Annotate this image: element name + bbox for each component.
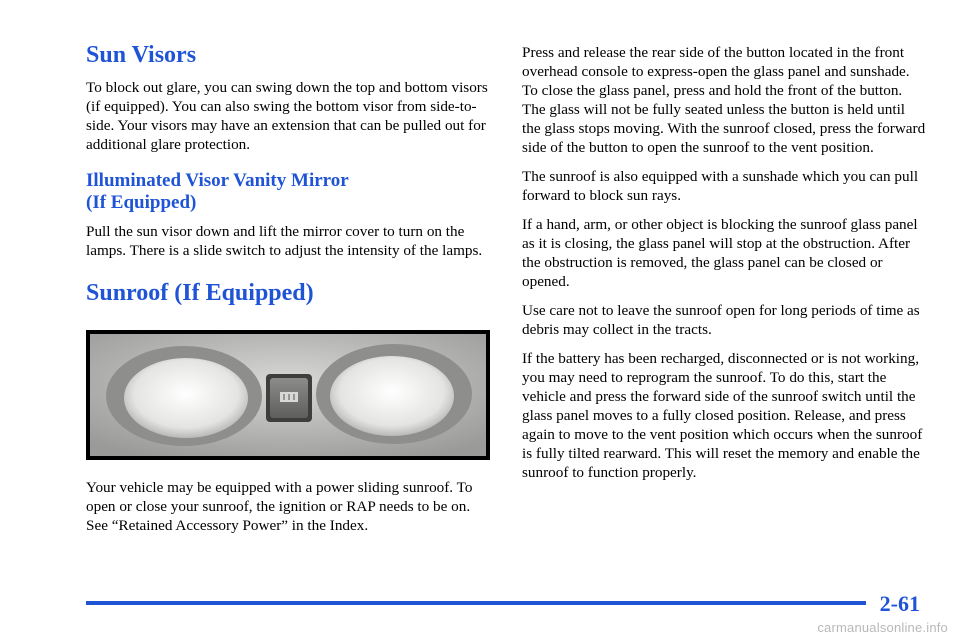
paragraph-obstruction: If a hand, arm, or other object is blocking the sunroof glass panel as it is closing, the glass panel will stop at the obstruction. After the obstruction is removed, the glass panel can be closed or opened. [522,216,918,290]
paragraph-sunroof-intro: Your vehicle may be equipped with a power sliding sunroof. To open or close your sunroof, the ignition or RAP needs to be on. See “Retained Accessory Power” in the Index. [86,479,473,534]
paragraph-sunshade: The sunroof is also equipped with a sunshade which you can pull forward to block sun rays. [522,168,919,204]
left-lamp-lens [124,358,248,438]
heading-sunroof: Sunroof (If Equipped) [86,280,314,306]
page-number: 2-61 [879,591,920,616]
paragraph-sunroof-operation: Press and release the rear side of the button located in the front overhead console to express-open the glass panel and sunshade. To close the glass panel, press and hold the front of the button. The glass will not be fully seated unless the button is held until the glass stops moving. With the sunroof closed, press the forward side of the button to open the sunroof to the vent position. [522,44,926,156]
overhead-console-illustration [86,330,490,460]
paragraph-reprogram: If the battery has been recharged, disconnected or is not working, you may need to reprogram the sunroof. To do this, start the vehicle and press the forward side of the sunroof switch until the glass panel moves to a fully closed position. Release, and press again to move to the vent position which occurs when the sunroof is fully tilted rearward. This will reset the memory and enable the sunroof to function properly. [522,350,923,481]
right-column [522,43,926,492]
heading-vanity-mirror-line1: Illuminated Visor Vanity Mirror [86,170,349,191]
overhead-console-photo [86,330,490,460]
paragraph-debris-caution: Use care not to leave the sunroof open for long periods of time as debris may collect in the tracts. [522,302,920,338]
paragraph-vanity-mirror: Pull the sun visor down and lift the mirror cover to turn on the lamps. There is a slide switch to adjust the intensity of the lamps. [86,223,483,259]
right-lamp-lens [330,356,454,436]
heading-sun-visors: Sun Visors [86,42,197,68]
heading-vanity-mirror [86,170,490,214]
paragraph-sun-visors: To block out glare, you can swing down the top and bottom visors (if equipped). You can also swing the bottom visor from side-to-side. Your visors may have an extension that can be pulled out for additional glare protection. [86,79,488,153]
watermark: carmanualsonline.info [817,620,948,635]
footer-rule [86,601,866,605]
left-column [86,40,490,545]
heading-vanity-mirror-line2: (If Equipped) [86,192,197,213]
